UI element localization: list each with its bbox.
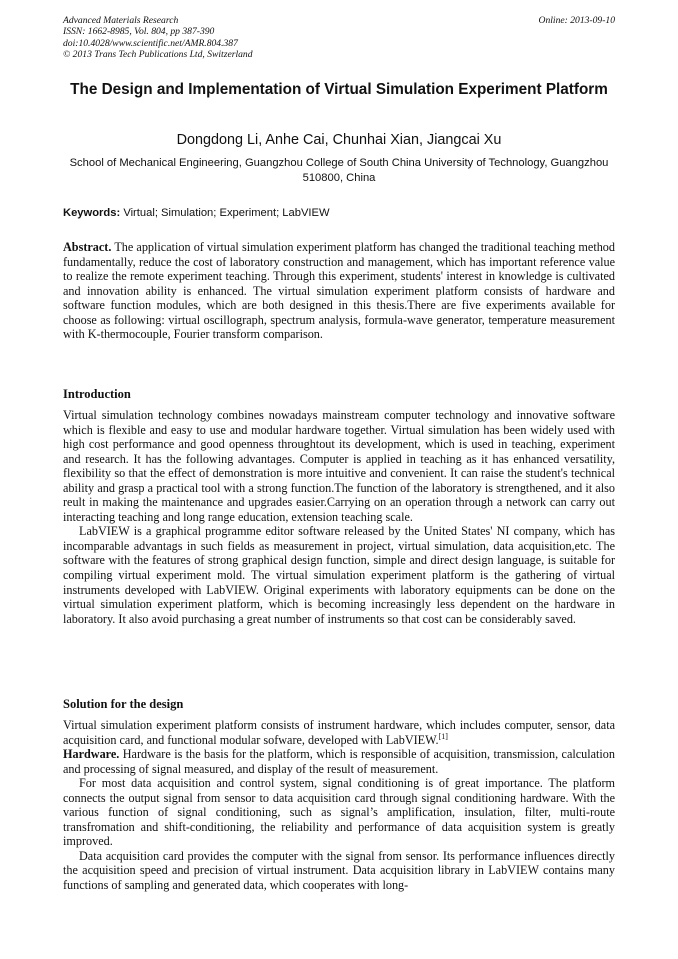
keywords-text: Virtual; Simulation; Experiment; LabVIEW [123,207,330,219]
journal-header [63,15,615,60]
hardware-paragraph [63,747,615,776]
intro-paragraph-1: Virtual simulation technology combines nowadays mainstream computer technology and innovative software which is flexible and easy to use and modular hardware together. Virtual simulation has been widely used with high cost performance and good openness throughtout its development, which is used in teaching, experiment and research. It has the following advantages. Computer is applied in teaching as it has enhanced versatility, flexibility so that the effect of demonstration is more intuitive and convenient. It can raise the student's technical ability and grasp a practical tool with a strong function.The function of the laboratory is strengthened, and it also reult in making the maintenance and upgrades easier.Carrying on an operation through a network can carry out interacting teaching and long range education, extension teaching scale. [63,408,615,524]
intro-paragraph-2: LabVIEW is a graphical programme editor software released by the United States' NI company, which has incomparable advantags in such fields as measurement in project, virtual simulation, data acquisition,etc. The software with the features of strong graphical design function, simple and direct design language, is suitable for compiling virtual experiment mold. The virtual simulation experiment platform is the gathering of virtual instruments developed with LabVIEW. Original experiments with laboratory equipments can be done on the virtual simulation experiment platform, which is becoming increasingly less dependent on the hardware in laboratory. It also avoid purchasing a great number of instruments so that cost can be considerably saved. [63,524,615,626]
solution-paragraph-4: Data acquisition card provides the computer with the signal from sensor. Its performance influences directly the acquisition speed and precision of virtual instrument. Data acquisition library in LabVIEW contains many functions of sampling and generated data, which cooperates with long- [63,848,615,893]
hardware-label: Hardware. [63,747,120,762]
abstract-text: The application of virtual simulation experiment platform has changed the traditional teaching method fundamentally, reduce the cost of laboratory construction and management, which has important reference value to realize the remote experiment teaching. Through this experiment, students' interest in knowledge is cultivated and innovation ability is enhanced. The virtual simulation experiment platform consists of hardware and software function modules, which are both designed in this thesis.There are five experiments available for choose as following: virtual oscillograph, spectrum analysis, formula-wave generator, temperature measurement with K-thermocouple, Fourier transform comparison. [63,240,615,342]
journal-name: Advanced Materials Research [63,15,179,26]
solution-heading: Solution for the design [63,697,184,711]
hardware-text: Hardware is the basis for the platform, which is responsible of acquisition, transmission, calculation and processing of signal measured, and display of the result of measurement. [63,747,615,776]
introduction-heading: Introduction [63,387,131,401]
author-list: Dongdong Li, Anhe Cai, Chunhai Xian, Jiangcai Xu [176,132,502,148]
solution-paragraph-1 [63,718,615,747]
affiliation: School of Mechanical Engineering, Guangzhou College of South China University of Technology, Guangzhou 510800, China [69,157,609,184]
abstract-label: Abstract. [63,240,112,254]
keywords-label: Keywords: [63,207,121,219]
solution-paragraph-1-text: Virtual simulation experiment platform consists of instrument hardware, which includes computer, sensor, data acquisition card, and functional modular sofware, developed with LabVIEW. [63,718,615,747]
solution-paragraph-3: For most data acquisition and control system, signal conditioning is of great importance. The platform connects the output signal from sensor to data acquisition card through signal conditioning hardware. With the various function of signal conditioning, such as signal’s amplification, insulation, filter, multi-route transfromation and shift-conditioning, the reliability and performance of data acquisition system is greatly improved. [63,776,615,849]
introduction-body [63,408,615,626]
abstract [63,240,615,342]
copyright-line: © 2013 Trans Tech Publications Ltd, Switzerland [63,48,253,60]
issn-line: ISSN: 1662-8985, Vol. 804, pp 387-390 [63,26,215,38]
doi-line: doi:10.4028/www.scientific.net/AMR.804.387 [63,37,238,49]
online-date: Online: 2013-09-10 [538,15,615,26]
paper-title: The Design and Implementation of Virtual Simulation Experiment Platform [70,81,608,98]
keywords [63,206,615,220]
citation-ref[interactable]: [1] [438,731,448,741]
solution-body [63,718,615,893]
